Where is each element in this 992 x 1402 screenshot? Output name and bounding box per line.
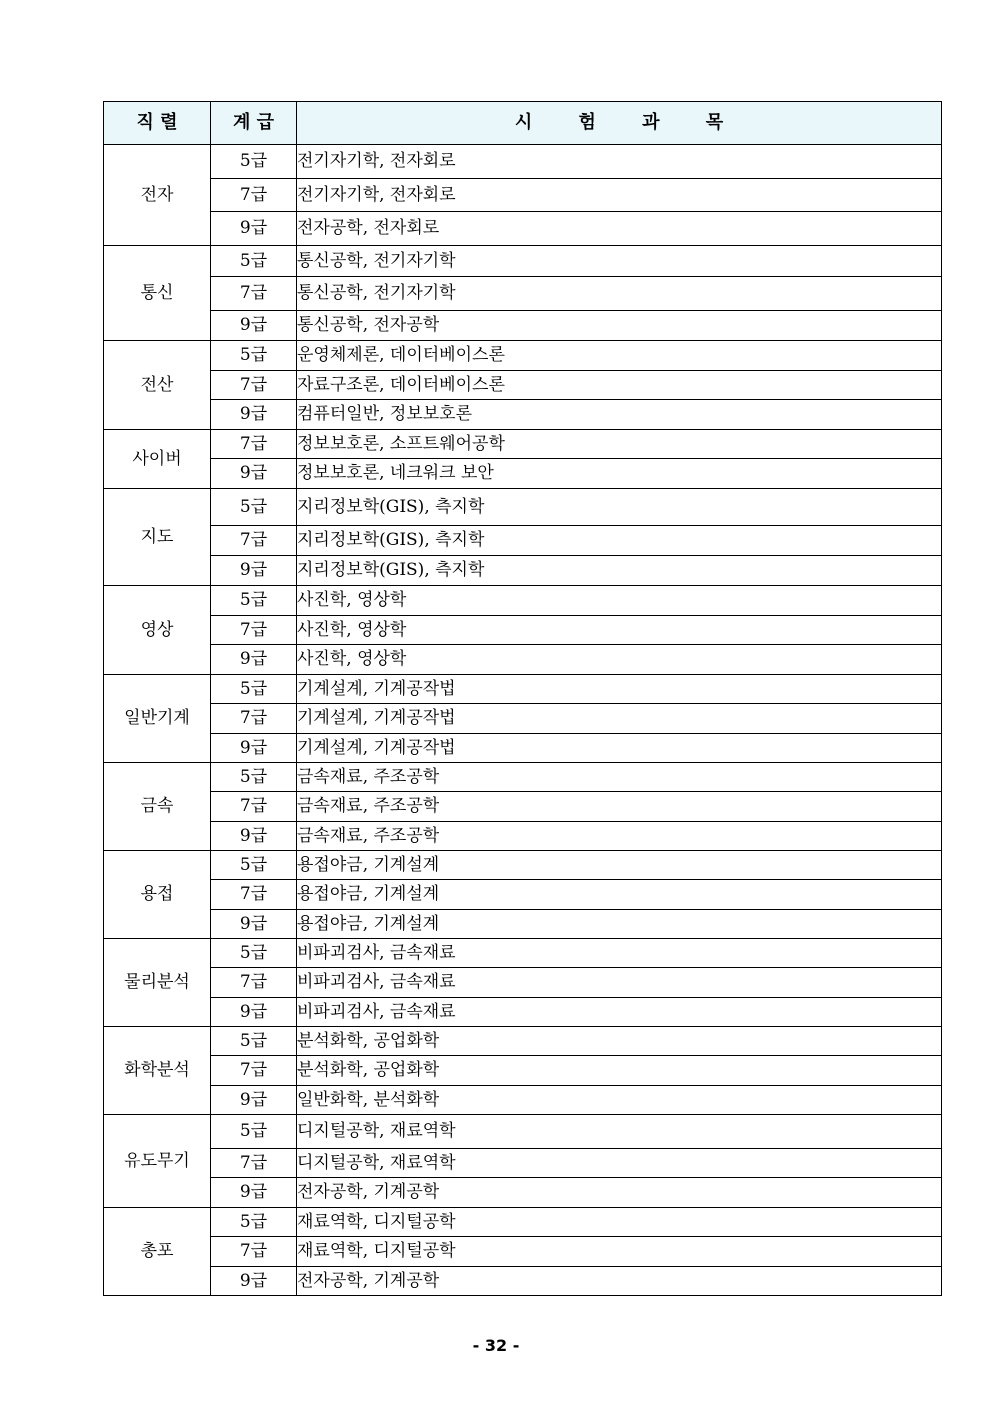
grade-cell: 5급 (211, 851, 297, 880)
grade-cell: 9급 (211, 645, 297, 675)
grade-cell: 7급 (211, 792, 297, 822)
grade-cell: 9급 (211, 212, 297, 246)
series-cell: 통신 (104, 246, 211, 341)
grade-cell: 7급 (211, 616, 297, 645)
subjects-cell: 정보보호론, 네크워크 보안 (297, 459, 942, 489)
grade-cell: 5급 (211, 246, 297, 277)
series-cell: 용접 (104, 851, 211, 939)
table-row (104, 851, 942, 880)
series-cell: 총포 (104, 1208, 211, 1296)
table-row (104, 1237, 942, 1267)
subjects-cell: 정보보호론, 소프트웨어공학 (297, 430, 942, 459)
subjects-cell: 지리정보학(GIS), 측지학 (297, 489, 942, 526)
table-row (104, 675, 942, 704)
table-row (104, 968, 942, 998)
grade-cell: 9급 (211, 1267, 297, 1296)
table-row (104, 246, 942, 277)
table-row (104, 400, 942, 430)
table-row (104, 277, 942, 311)
subjects-cell: 사진학, 영상학 (297, 616, 942, 645)
table-row (104, 459, 942, 489)
subjects-cell: 금속재료, 주조공학 (297, 763, 942, 792)
table-row (104, 1208, 942, 1237)
subjects-cell: 용접야금, 기계설계 (297, 851, 942, 880)
table-row (104, 311, 942, 341)
subjects-cell: 금속재료, 주조공학 (297, 822, 942, 851)
table-row (104, 880, 942, 910)
table-row (104, 430, 942, 459)
series-cell: 전산 (104, 341, 211, 430)
table-row (104, 371, 942, 400)
series-cell: 금속 (104, 763, 211, 851)
table-row (104, 792, 942, 822)
table-row (104, 704, 942, 734)
grade-cell: 7급 (211, 277, 297, 311)
grade-cell: 5급 (211, 489, 297, 526)
grade-cell: 9급 (211, 1086, 297, 1115)
grade-cell: 7급 (211, 1149, 297, 1178)
table-row (104, 822, 942, 851)
grade-cell: 5급 (211, 1115, 297, 1149)
page-number: - 32 - (472, 1336, 520, 1355)
header-subjects-label: 시 험 과 목 (514, 112, 724, 133)
series-cell: 사이버 (104, 430, 211, 489)
subjects-cell: 사진학, 영상학 (297, 645, 942, 675)
exam-subjects-table (103, 101, 942, 1296)
subjects-cell: 재료역학, 디지털공학 (297, 1208, 942, 1237)
grade-cell: 7급 (211, 1056, 297, 1086)
series-cell: 화학분석 (104, 1027, 211, 1115)
table-row (104, 998, 942, 1027)
table-row (104, 556, 942, 586)
subjects-cell: 전자공학, 전자회로 (297, 212, 942, 246)
subjects-cell: 컴퓨터일반, 정보보호론 (297, 400, 942, 430)
subjects-cell: 전기자기학, 전자회로 (297, 179, 942, 212)
table-row (104, 586, 942, 616)
table-row (104, 616, 942, 645)
grade-cell: 9급 (211, 910, 297, 939)
grade-cell: 5급 (211, 939, 297, 968)
subjects-cell: 용접야금, 기계설계 (297, 880, 942, 910)
subjects-cell: 통신공학, 전자공학 (297, 311, 942, 341)
grade-cell: 7급 (211, 880, 297, 910)
series-cell: 지도 (104, 489, 211, 586)
grade-cell: 5급 (211, 586, 297, 616)
subjects-cell: 디지털공학, 재료역학 (297, 1149, 942, 1178)
subjects-cell: 기계설계, 기계공작법 (297, 734, 942, 763)
table-row (104, 179, 942, 212)
header-subjects (297, 102, 942, 145)
grade-cell: 9급 (211, 734, 297, 763)
table-row (104, 1086, 942, 1115)
subjects-cell: 통신공학, 전기자기학 (297, 246, 942, 277)
grade-cell: 5급 (211, 341, 297, 371)
subjects-cell: 통신공학, 전기자기학 (297, 277, 942, 311)
table-row (104, 489, 942, 526)
table-row (104, 1178, 942, 1208)
grade-cell: 9급 (211, 311, 297, 341)
table-row (104, 212, 942, 246)
series-cell: 영상 (104, 586, 211, 675)
grade-cell: 7급 (211, 526, 297, 556)
grade-cell: 9급 (211, 822, 297, 851)
grade-cell: 9급 (211, 459, 297, 489)
subjects-cell: 비파괴검사, 금속재료 (297, 998, 942, 1027)
subjects-cell: 운영체제론, 데이터베이스론 (297, 341, 942, 371)
grade-cell: 7급 (211, 430, 297, 459)
subjects-cell: 금속재료, 주조공학 (297, 792, 942, 822)
header-grade: 계 급 (211, 102, 297, 145)
subjects-cell: 분석화학, 공업화학 (297, 1027, 942, 1056)
table-row (104, 1267, 942, 1296)
table-row (104, 526, 942, 556)
table-row (104, 1149, 942, 1178)
grade-cell: 5급 (211, 145, 297, 179)
subjects-cell: 사진학, 영상학 (297, 586, 942, 616)
grade-cell: 5급 (211, 675, 297, 704)
series-cell: 전자 (104, 145, 211, 246)
series-cell: 물리분석 (104, 939, 211, 1027)
header-series: 직 렬 (104, 102, 211, 145)
subjects-cell: 기계설계, 기계공작법 (297, 675, 942, 704)
grade-cell: 5급 (211, 1208, 297, 1237)
table-row (104, 763, 942, 792)
series-cell: 일반기계 (104, 675, 211, 763)
grade-cell: 5급 (211, 763, 297, 792)
subjects-cell: 전자공학, 기계공학 (297, 1267, 942, 1296)
subjects-cell: 재료역학, 디지털공학 (297, 1237, 942, 1267)
subjects-cell: 분석화학, 공업화학 (297, 1056, 942, 1086)
series-cell: 유도무기 (104, 1115, 211, 1208)
grade-cell: 7급 (211, 371, 297, 400)
grade-cell: 7급 (211, 968, 297, 998)
grade-cell: 5급 (211, 1027, 297, 1056)
subjects-cell: 비파괴검사, 금속재료 (297, 968, 942, 998)
table-row (104, 1056, 942, 1086)
grade-cell: 7급 (211, 179, 297, 212)
subjects-cell: 디지털공학, 재료역학 (297, 1115, 942, 1149)
grade-cell: 7급 (211, 1237, 297, 1267)
grade-cell: 9급 (211, 998, 297, 1027)
subjects-cell: 일반화학, 분석화학 (297, 1086, 942, 1115)
subjects-cell: 기계설계, 기계공작법 (297, 704, 942, 734)
grade-cell: 9급 (211, 1178, 297, 1208)
subjects-cell: 용접야금, 기계설계 (297, 910, 942, 939)
grade-cell: 7급 (211, 704, 297, 734)
table-row (104, 910, 942, 939)
grade-cell: 9급 (211, 556, 297, 586)
subjects-cell: 전기자기학, 전자회로 (297, 145, 942, 179)
subjects-cell: 자료구조론, 데이터베이스론 (297, 371, 942, 400)
table-row (104, 1027, 942, 1056)
subjects-cell: 비파괴검사, 금속재료 (297, 939, 942, 968)
table-row (104, 341, 942, 371)
table-row (104, 939, 942, 968)
subjects-cell: 전자공학, 기계공학 (297, 1178, 942, 1208)
table-body (104, 145, 942, 1296)
table-row (104, 645, 942, 675)
grade-cell: 9급 (211, 400, 297, 430)
table-row (104, 1115, 942, 1149)
subjects-cell: 지리정보학(GIS), 측지학 (297, 526, 942, 556)
subjects-cell: 지리정보학(GIS), 측지학 (297, 556, 942, 586)
table-header-row (104, 102, 942, 145)
table-row (104, 145, 942, 179)
table-row (104, 734, 942, 763)
